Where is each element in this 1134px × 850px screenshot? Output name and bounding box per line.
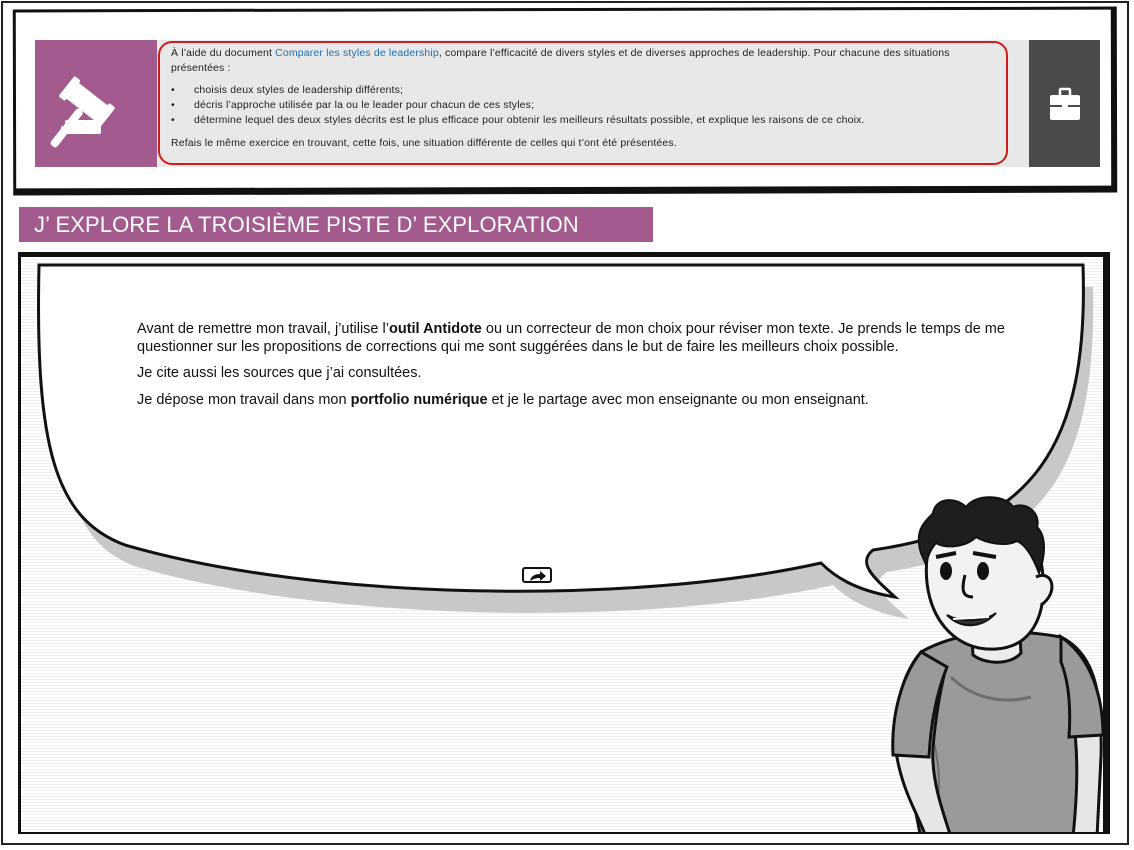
paragraph-portfolio: Je dépose mon travail dans mon portfolio numérique et je le partage avec mon enseignante ou mon enseignant. [137,391,869,408]
share-arrow-icon [524,570,550,582]
briefcase-icon-box [1029,40,1100,167]
paragraph-antidote: Avant de remettre mon travail, j’utilise l’outil Antidote ou un correcteur de mon choix pour réviser mon texte. Je prends le temps de me questionner sur les propositions de corrections qui me sont suggérées dans le but de faire les meilleurs choix possible. [137,321,1005,355]
task-intro: À l’aide du document Comparer les styles de leadership, compare l’efficacité de divers styles et de diverses approches de leadership. Pour chacune des situations présentées : [171,47,950,74]
speech-bubble-text [137,321,1037,418]
gavel-icon-box [35,40,157,167]
portfolio-label: portfolio numérique [350,391,488,408]
list-item: • choisis deux styles de leadership différents; [171,84,404,96]
paragraph-sources: Je cite aussi les sources que j’ai consultées. [137,365,422,381]
document-link[interactable]: Comparer les styles de leadership [275,47,439,59]
briefcase-icon [1029,40,1100,167]
task-closing: Refais le même exercice en trouvant, cette fois, une situation différente de celles qui t’ont été présentées. [171,137,677,149]
list-item: • détermine lequel des deux styles décrits est le plus efficace pour obtenir les meilleurs résultats possible, et explique les raisons de ce choix. [171,114,865,126]
gavel-icon [35,40,157,167]
task-bullet-list [171,83,1001,128]
list-item: • décris l’approche utilisée par la ou le leader pour chacun de ces styles; [171,99,535,111]
task-instructions [171,46,1001,151]
antidote-tool-label: outil Antidote [388,321,482,337]
next-button[interactable] [522,567,552,583]
section-title: J’ EXPLORE LA TROISIÈME PISTE D’ EXPLORATION [19,207,653,242]
